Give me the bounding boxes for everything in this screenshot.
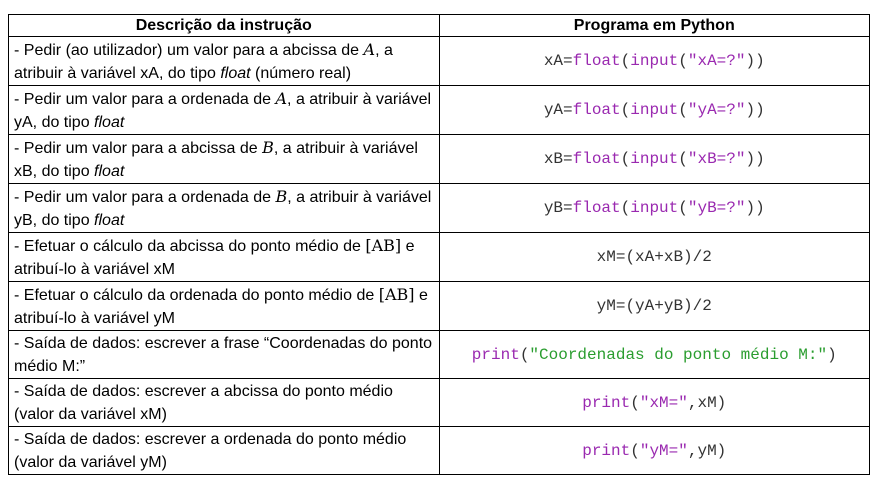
table-row (9, 37, 870, 86)
python-code: yA=float(input("yA=?")) (439, 86, 870, 135)
python-code: print("yM=",yM) (439, 427, 870, 475)
instruction-description: - Pedir (ao utilizador) um valor para a abcissa de A, a atribuir à variável xA, do tipo float (número real) (9, 37, 440, 86)
table-row (9, 184, 870, 233)
instruction-description: - Saída de dados: escrever a ordenada do ponto médio (valor da variável yM) (9, 427, 440, 475)
python-code: xA=float(input("xA=?")) (439, 37, 870, 86)
table-row (9, 86, 870, 135)
table-row (9, 379, 870, 427)
instruction-description: - Pedir um valor para a abcissa de B, a atribuir à variável xB, do tipo float (9, 135, 440, 184)
python-code: print("Coordenadas do ponto médio M:") (439, 331, 870, 379)
table-row (9, 135, 870, 184)
instruction-table (8, 14, 870, 475)
python-code: yM=(yA+yB)/2 (439, 282, 870, 331)
python-code: xM=(xA+xB)/2 (439, 233, 870, 282)
table-header-row (9, 15, 870, 37)
python-code: xB=float(input("xB=?")) (439, 135, 870, 184)
instruction-description: - Efetuar o cálculo da ordenada do ponto médio de [AB] e atribuí-lo à variável yM (9, 282, 440, 331)
table-row (9, 331, 870, 379)
table-row (9, 427, 870, 475)
instruction-description: - Efetuar o cálculo da abcissa do ponto médio de [AB] e atribuí-lo à variável xM (9, 233, 440, 282)
instruction-description: - Saída de dados: escrever a frase “Coordenadas do ponto médio M:” (9, 331, 440, 379)
instruction-description: - Pedir um valor para a ordenada de B, a atribuir à variável yB, do tipo float (9, 184, 440, 233)
table-row (9, 282, 870, 331)
python-code: yB=float(input("yB=?")) (439, 184, 870, 233)
header-program: Programa em Python (439, 15, 870, 37)
header-description: Descrição da instrução (9, 15, 440, 37)
instruction-description: - Pedir um valor para a ordenada de A, a atribuir à variável yA, do tipo float (9, 86, 440, 135)
table-row (9, 233, 870, 282)
python-code: print("xM=",xM) (439, 379, 870, 427)
instruction-description: - Saída de dados: escrever a abcissa do ponto médio (valor da variável xM) (9, 379, 440, 427)
